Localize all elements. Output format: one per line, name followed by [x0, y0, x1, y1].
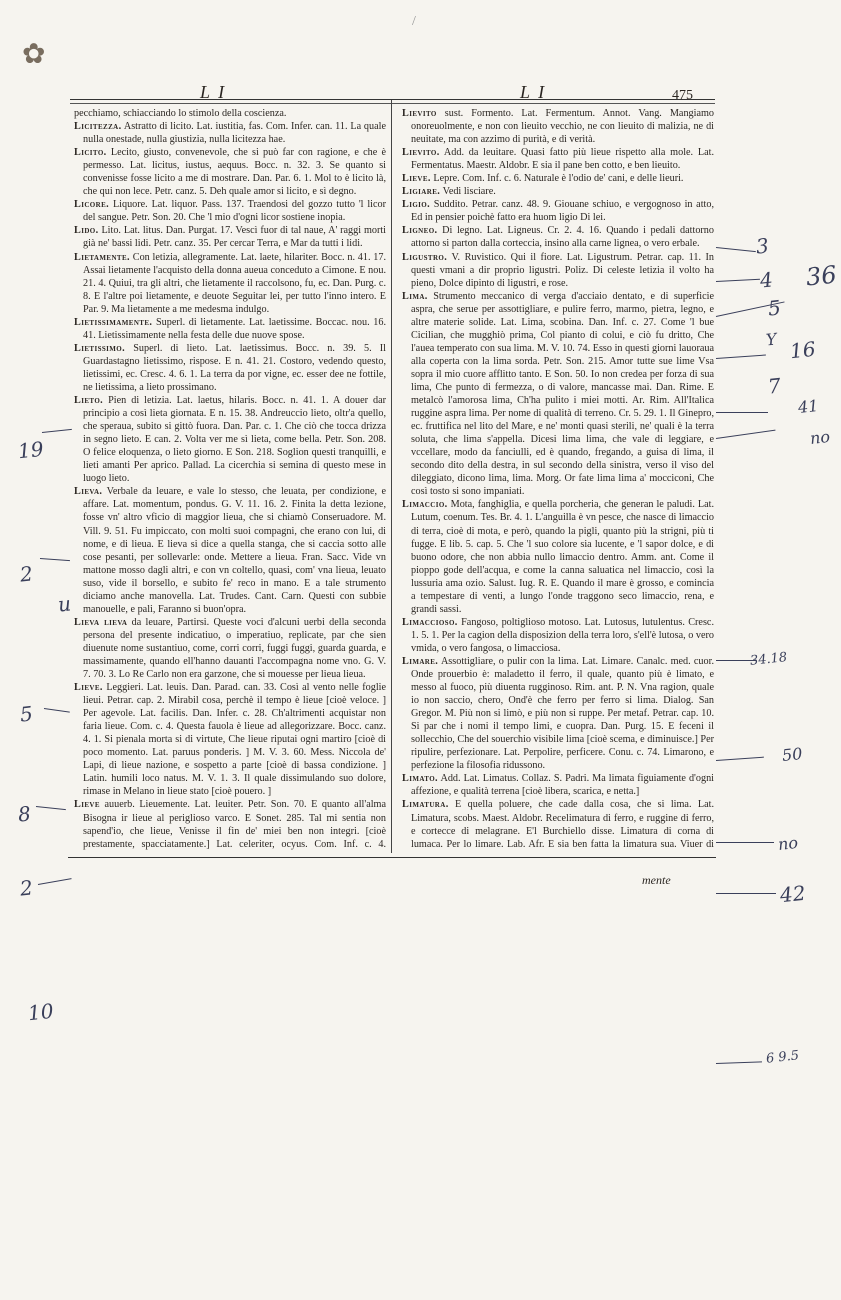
- margin-pointer-line: [44, 708, 70, 713]
- margin-pointer-line: [42, 429, 72, 433]
- ink-blot-icon: ✿: [22, 39, 46, 70]
- entry-headword: Licitezza.: [74, 121, 122, 133]
- entry-headword: Lievito: [402, 108, 437, 119]
- page-number: 475: [672, 88, 693, 103]
- entry-headword: Licito.: [74, 147, 107, 159]
- margin-note: 41: [797, 395, 820, 418]
- right-column-entry: [402, 498, 714, 615]
- right-column-entry: [402, 224, 714, 250]
- right-column-entry: [402, 290, 714, 499]
- footer-rule: [68, 857, 716, 858]
- right-column-entry: [402, 172, 714, 185]
- entry-headword: Ligio.: [402, 199, 431, 211]
- margin-note: 4: [758, 267, 774, 293]
- left-column-entry: [74, 251, 386, 316]
- entry-headword: Lieve: [74, 799, 100, 811]
- entry-text: auuerb. Lieuemente. Lat. leuiter. Petr. Son. 70. E quanto all'alma Bisogna ir lieue al periglioso varco. E Sonet. 285. Tal mi sentia non sapend'io, che lieue, Venisse il fin de' miei ben non integri. [cioè prestamente, spacciatamente.] Lat. celeriter, ocyus. Com. Inf. c. 4.: [83, 799, 386, 850]
- entry-text: Strumento meccanico di verga d'acciaio dentato, e di superficie aspra, che serue per assottigliare, e pulire ferro, marmo, pietra, legno, e altre materie solide. Lat. Lima, scobina. Dan. Inf. c. 27. Come 'l bue Cicilian, che mugghiò prima, Col pianto di colui, e ciò fu dritto, Che l'auea temperato con sua lima. M. V. 10. 74. Esso in questi giorni lauoraua alla coperta con la lima sorda. Petr. Son. 215. Amor tutte sue lime Vsa sopra il mio cuore afflitto tanto. E Son. 50. Io non credea per forza di sua lima, Che punto di fermezza, o di valore, mancasse mai. Dan. Rime. E metalcò l'amorosa lima, Ch'ha pulito i miei motti. Ar. Rim. All'Italica ruggine aspra lima. Per nome di qualità di terreno. Cr. 5. 29. 1. Il Ginepro, ec. fruttifica nel lito del Mare, e ne' monti quasi sterili, ne' quali è la terra soluta, che lima s'appella. Dicesi lima lima, che vale di leggiare, e vccellare, modo da fanciulli, ed è quando, fregando, a guisa di lima, il secondo dito della destra, in sul secondo della sinistra, verso il viso del dileggiato, dicono lima, lima. Morg. Or fate lima lima a' mocciconi, Che così tosto si sono impaniati.: [411, 290, 714, 498]
- margin-note: u: [56, 591, 73, 617]
- entry-text: Superl. di lietamente. Lat. laetissime. Boccac. nou. 16. 41. Lietissimamente nella festa delle due nuove spose.: [83, 316, 386, 341]
- margin-note: 5: [766, 295, 782, 321]
- margin-pointer-line: [716, 1061, 762, 1064]
- right-column-entry: [402, 146, 714, 172]
- left-column-entry: [74, 316, 386, 342]
- entry-headword: Limaccio.: [402, 499, 448, 511]
- left-column-entry: [74, 681, 386, 798]
- entry-headword: Limatura.: [402, 799, 449, 811]
- entry-text: Verbale da leuare, e vale lo stesso, che leuata, per condizione, e affare. Lat. momentum, pondus. G. V. 11. 16. 2. Finita la detta lezione, fosse vn' altro vficio di maggior lieua, che si chiamò Conseruadore. M. Vill. 9. 51. Fu impiccato, con molti suoi compagni, che erano con lui, di nome, e di lieua. E lieva si dice a quella stanga, che si caccia sotto alle cose pesanti, per sollevarle: onde. Mettere a lieua. Fran. Sacc. Vide vn mattone mosso dagli altri, e con vn coltello, quasi, com' vna lieua, leuato suso, vide il borsello, e subito fe' reco in mano. E a tale strumento diciamo anche manovella. Lat. Trudes. Cant. Carn. Questi con subbie manouelle, e pali, Faranno si buon'opra.: [83, 486, 386, 615]
- entry-headword: Lietamente.: [74, 251, 131, 263]
- entry-text: Fangoso, poltiglioso motoso. Lat. Lutosus, lutulentus. Cresc. 1. 5. 1. Per la cagion della disposizion della terra loro, s'ell'è lutosa, o vero vmida, o vero fangosa, o limacciosa.: [411, 616, 714, 654]
- right-column-entry: [402, 616, 714, 655]
- margin-pointer-line: [36, 806, 66, 810]
- left-column: [74, 107, 386, 852]
- left-column-entry: [74, 146, 386, 198]
- margin-pointer-line: [716, 355, 766, 359]
- margin-note: 6 9.5: [765, 1048, 800, 1067]
- margin-note: 2: [18, 561, 34, 587]
- top-mark: /: [412, 14, 416, 29]
- margin-pointer-line: [716, 842, 774, 843]
- right-column-entry: [402, 772, 714, 798]
- left-column-entry: [74, 224, 386, 250]
- entry-text: Suddito. Petrar. canz. 48. 9. Giouane schiuo, e vergognoso in atto, Ed in pensier poichè fatto era huom ligio Di lei.: [411, 199, 714, 224]
- margin-pointer-line: [716, 430, 776, 439]
- entry-text: Astratto di licito. Lat. iustitia, fas. Com. Infer. can. 11. La quale nulla onestade, nulla giustizia, nulla licitezza hae.: [83, 121, 386, 146]
- entry-headword: Lietissimo.: [74, 342, 126, 354]
- header-rule-thin: [70, 103, 715, 104]
- entry-headword: Lima.: [402, 290, 428, 302]
- left-column-entry: [74, 616, 386, 681]
- entry-text: Di legno. Lat. Ligneus. Cr. 2. 4. 16. Quando i pedali dattorno attorno si parton dalla corteccia, insino alla carne lignea, o vero erbale.: [411, 225, 714, 250]
- entry-text: E quella poluere, che cade dalla cosa, che si lima. Lat. Limatura, scobs. Maest. Aldobr. Recelimatura di ferro, e ruggine di ferro, e cortecce di melagrane. E'l Burchiello disse. Limatura di corna di lumaca. Per lo limare. Lab. Afr. E sia ben fatta la limatura sua. Viuer di: [411, 799, 714, 850]
- margin-note: no: [777, 833, 799, 854]
- margin-pointer-line: [716, 757, 764, 761]
- margin-note: 42: [778, 880, 807, 908]
- margin-note: 7: [766, 373, 782, 399]
- catchword: mente: [642, 873, 671, 887]
- entry-text: pecchiamo, schiacciando lo stimolo della coscienza.: [74, 108, 287, 119]
- margin-pointer-line: [716, 893, 776, 894]
- margin-note: 50: [781, 743, 804, 766]
- left-column-entry: [74, 198, 386, 224]
- entry-headword: Ligneo.: [402, 225, 438, 237]
- margin-note: 36: [804, 260, 838, 292]
- entry-text: V. Ruvistico. Qui il fiore. Lat. Ligustrum. Petrar. cap. 11. In questi vmani a dir proprio ligustri. Poliz. Di celeste letizia il volto ha pieno, Dolce dipinto di ligustri, e rose.: [411, 251, 714, 289]
- entry-headword: Lido.: [74, 225, 99, 237]
- entry-headword: Ligustro.: [402, 251, 448, 263]
- margin-pointer-line: [716, 412, 768, 413]
- entry-headword: Licore.: [74, 199, 110, 211]
- entry-text: Vedi lisciare.: [442, 186, 496, 198]
- column-divider: [391, 100, 392, 853]
- entry-text: Pien di letizia. Lat. laetus, hilaris. Bocc. n. 41. 1. A douer dar principio a così lieta giornata. E n. 15. 38. Andreuccio lieto, oltr'a quello, che speraua, subito si gittò fuora. Dan. Par. c. 1. Che ciò che tocca drizza in segno lieto. E can. 2. Volta ver me sì lieta, come bella. Petr. Son. 208. O felice eloquenza, o lieto giorno. E Son. 218. Soglion questi tranquilli, e lieti amanti Per aprico. Pallad. La cicerchia si semina di questo mese in luogo lieto.: [83, 395, 386, 485]
- left-column-entry: [74, 120, 386, 146]
- margin-note: Y: [765, 329, 778, 350]
- margin-note: 3: [754, 233, 770, 259]
- entry-text: Add. da leuitare. Quasi fatto più lieue rispetto alla mole. Lat. Fermentatus. Maestr. Aldobr. E sia il pane ben cotto, e ben lieuito.: [411, 147, 714, 172]
- margin-note: 8: [16, 801, 32, 827]
- entry-headword: Lieto.: [74, 395, 104, 407]
- right-column-entry: [402, 198, 714, 224]
- margin-note: no: [809, 427, 831, 448]
- entry-headword: Lievito.: [402, 147, 440, 159]
- right-column-entry: [402, 655, 714, 772]
- entry-headword: Limato.: [402, 773, 438, 785]
- margin-pointer-line: [716, 660, 756, 661]
- margin-pointer-line: [40, 558, 70, 561]
- margin-note: 2: [18, 875, 34, 901]
- entry-text: Lito. Lat. litus. Dan. Purgat. 17. Vescì fuor di tal naue, A' raggi morti già ne' bassi lidi. Petr. canz. 35. Per cercar Terra, e Mar da tutti i lidi.: [83, 225, 386, 250]
- entry-text: da leuare, Partirsi. Queste voci d'alcuni uerbi della seconda persona del presente indicatiuo, o imperatiuo, replicate, par che sien diuenute nome sustantiuo, come, corri corri, fuggi fuggi, guarda guarda, e massimamente, quando ell'hanno dauanti l'accompagna nome vno. G. V. 7. 70. 3. Lo Re Carlo non era garzone, che si mouesse per lieua lieua.: [83, 616, 386, 681]
- entry-headword: Lieva lieva: [74, 616, 128, 628]
- margin-note: 16: [788, 336, 817, 364]
- entry-text: sust. Formento. Lat. Fermentum. Annot. Vang. Mangiamo onoreuolmente, e non con lieuito vecchio, ne con lieuito di malizia, ne di neuitate, ma con azzimo di purità, e di verità.: [411, 108, 714, 146]
- header-rule: [70, 99, 715, 100]
- entry-headword: Limaccioso.: [402, 616, 458, 628]
- entry-text: Superl. di lieto. Lat. laetissimus. Bocc. n. 39. 5. Il Guardastagno lietissimo, rispose. E n. 41. 21. Costoro, vedendo questo, lietissimi, ec. Cresc. 4. 6. 1. La terra da por vigne, ec. esser dee ne fottile, ne lietissima, a lieto prossimano.: [83, 342, 386, 393]
- margin-pointer-line: [716, 279, 760, 282]
- entry-text: Con letizia, allegramente. Lat. laete, hilariter. Bocc. n. 41. 17. Assai lietamente l'acquisto della donna aueua conceduto a Cimone. E nou. 21. 4. Quiui, tra gli altri, che lietamente il raccolsono, fu, ec. Dan. Purg. c. 8. E l'altre poi lietamente, e deuote Seguitar lei, per tutto l'inno intero. E Par. 9. Ma lietamente a me medesma indulgo.: [83, 251, 386, 315]
- margin-note: 10: [26, 998, 55, 1026]
- running-head-right: L I: [520, 82, 547, 102]
- entry-headword: Lieve.: [402, 173, 431, 185]
- running-head-left: L I: [200, 82, 227, 102]
- left-column-entry: [74, 798, 386, 852]
- left-column-entry: [74, 485, 386, 615]
- entry-text: Assottigliare, o pulir con la lima. Lat. Limare. Canalc. med. cuor. Onde prouerbio è: maladetto il ferro, il quale, quanto più è limato, e messo al fuoco, più diuenta rugginoso. Rim. ant. P. N. Vna ragion, quale io non saccio, chero, Ond'è che ferro per ferro si lima. Dialog. San Gregor. M. Più non si limò, e più non si ruppe. Per metaf. Petrar. cap. 10. Si par che i nomi il tempo limi, e cuopra. Dan. Purg. 15. E feceni il sollecchio, Che del souerchio visibile lima [cioè scema, e diminuisce.] Per ripulire, perfezionare. Lat. Perpolire, perficere. Conu. c. 74. Limarono, e perfezione la filosofia ridussono.: [411, 655, 714, 772]
- entry-headword: Lieve.: [74, 682, 103, 694]
- right-column-entry: [402, 798, 714, 852]
- margin-note: 34.18: [749, 650, 788, 669]
- right-column-entry: [402, 251, 714, 290]
- entry-text: Lepre. Com. Inf. c. 6. Naturale è l'odio de' cani, e delle lieuri.: [433, 173, 684, 185]
- left-column-entry: [74, 107, 386, 120]
- right-column-entry: [402, 107, 714, 146]
- entry-headword: Ligiare.: [402, 186, 441, 198]
- entry-text: Lecito, giusto, convenevole, che si può far con ragione, e che è permesso. Lat. licitus, iustus, aequus. Bocc. n. 32. 3. Se quanto si convenisse fosse licito a me di mostrare. Dan. Par. 6. 1. Mol to è licito là, che qui non lece. Petr. canz. 5. Deh quale amor si licito, e sì degno.: [83, 147, 386, 198]
- entry-headword: Lieva.: [74, 486, 103, 498]
- entry-text: Mota, fanghiglia, e quella porcheria, che generan le paludi. Lat. Lutum, coenum. Tes. Br. 4. 1. L'anguilla è vn pesce, che nasce di limaccio di terra, cioè di mota, e però, quando la pigli, quanto più la strigni, più ti fugge. E lib. 5. cap. 5. Che 'l suo colore sia lucente, e 'l sapor dolce, e di buono odore, che non abbia nullo limaccio dentro. Amm. ant. Come il pioppo gode dell'acqua, e come la canna saluatica nel limaccio, così la lussuria ama ozio. Salust. Iug. R. E. Quando il mare è grosso, e comincia a tempestare di venti, a lungo l'onde traggono seco limaccio, rena, e grandi sassi.: [411, 499, 714, 615]
- left-column-entry: [74, 394, 386, 485]
- margin-pointer-line: [38, 878, 72, 885]
- entry-text: Leggieri. Lat. leuis. Dan. Parad. can. 33. Così al vento nelle foglie lieui. Petrar. cap. 2. Mirabil cosa, perchè il tempo è lieue [cioè veloce. ] Per agevole. Lat. facilis. Dan. Infer. c. 28. Ch'altrimenti acquistar non faria lieue. Com. c. 4. Questa fauola è lieue ad allegorizzare. Bocc. canz. 4. 1. Si pienala morta si di virtute, Che lieue riputai ogni martiro [cioè di poco momento. Lat. paruus ponderis. ] M. V. 3. 60. Mess. Niccola de' Lapi, di lieue nazione, e sospetto a parte [cioè di bassa condizione. ] Latin. humili loco natus. M. V. 1. 3. Il quale dissimulando suo dolore, rimase in Melano in lieue stato [cioè pouero. ]: [83, 682, 386, 798]
- entry-text: Add. Lat. Limatus. Collaz. S. Padri. Ma limata figuiamente d'ogni affezione, e qualità terrena [cioè libera, scarica, e netta.]: [411, 773, 714, 798]
- right-column: [402, 107, 714, 852]
- right-column-entry: [402, 185, 714, 198]
- entry-headword: Lietissimamente.: [74, 316, 153, 328]
- margin-note: 5: [18, 701, 34, 727]
- entry-text: Liquore. Lat. liquor. Pass. 137. Traendosi del gozzo tutto 'l licor del sangue. Petr. Son. 20. Che 'l mio d'ogni licor sostiene inopia.: [83, 199, 386, 224]
- margin-note: 19: [16, 436, 45, 464]
- entry-headword: Limare.: [402, 655, 439, 667]
- margin-pointer-line: [716, 247, 756, 252]
- left-column-entry: [74, 342, 386, 394]
